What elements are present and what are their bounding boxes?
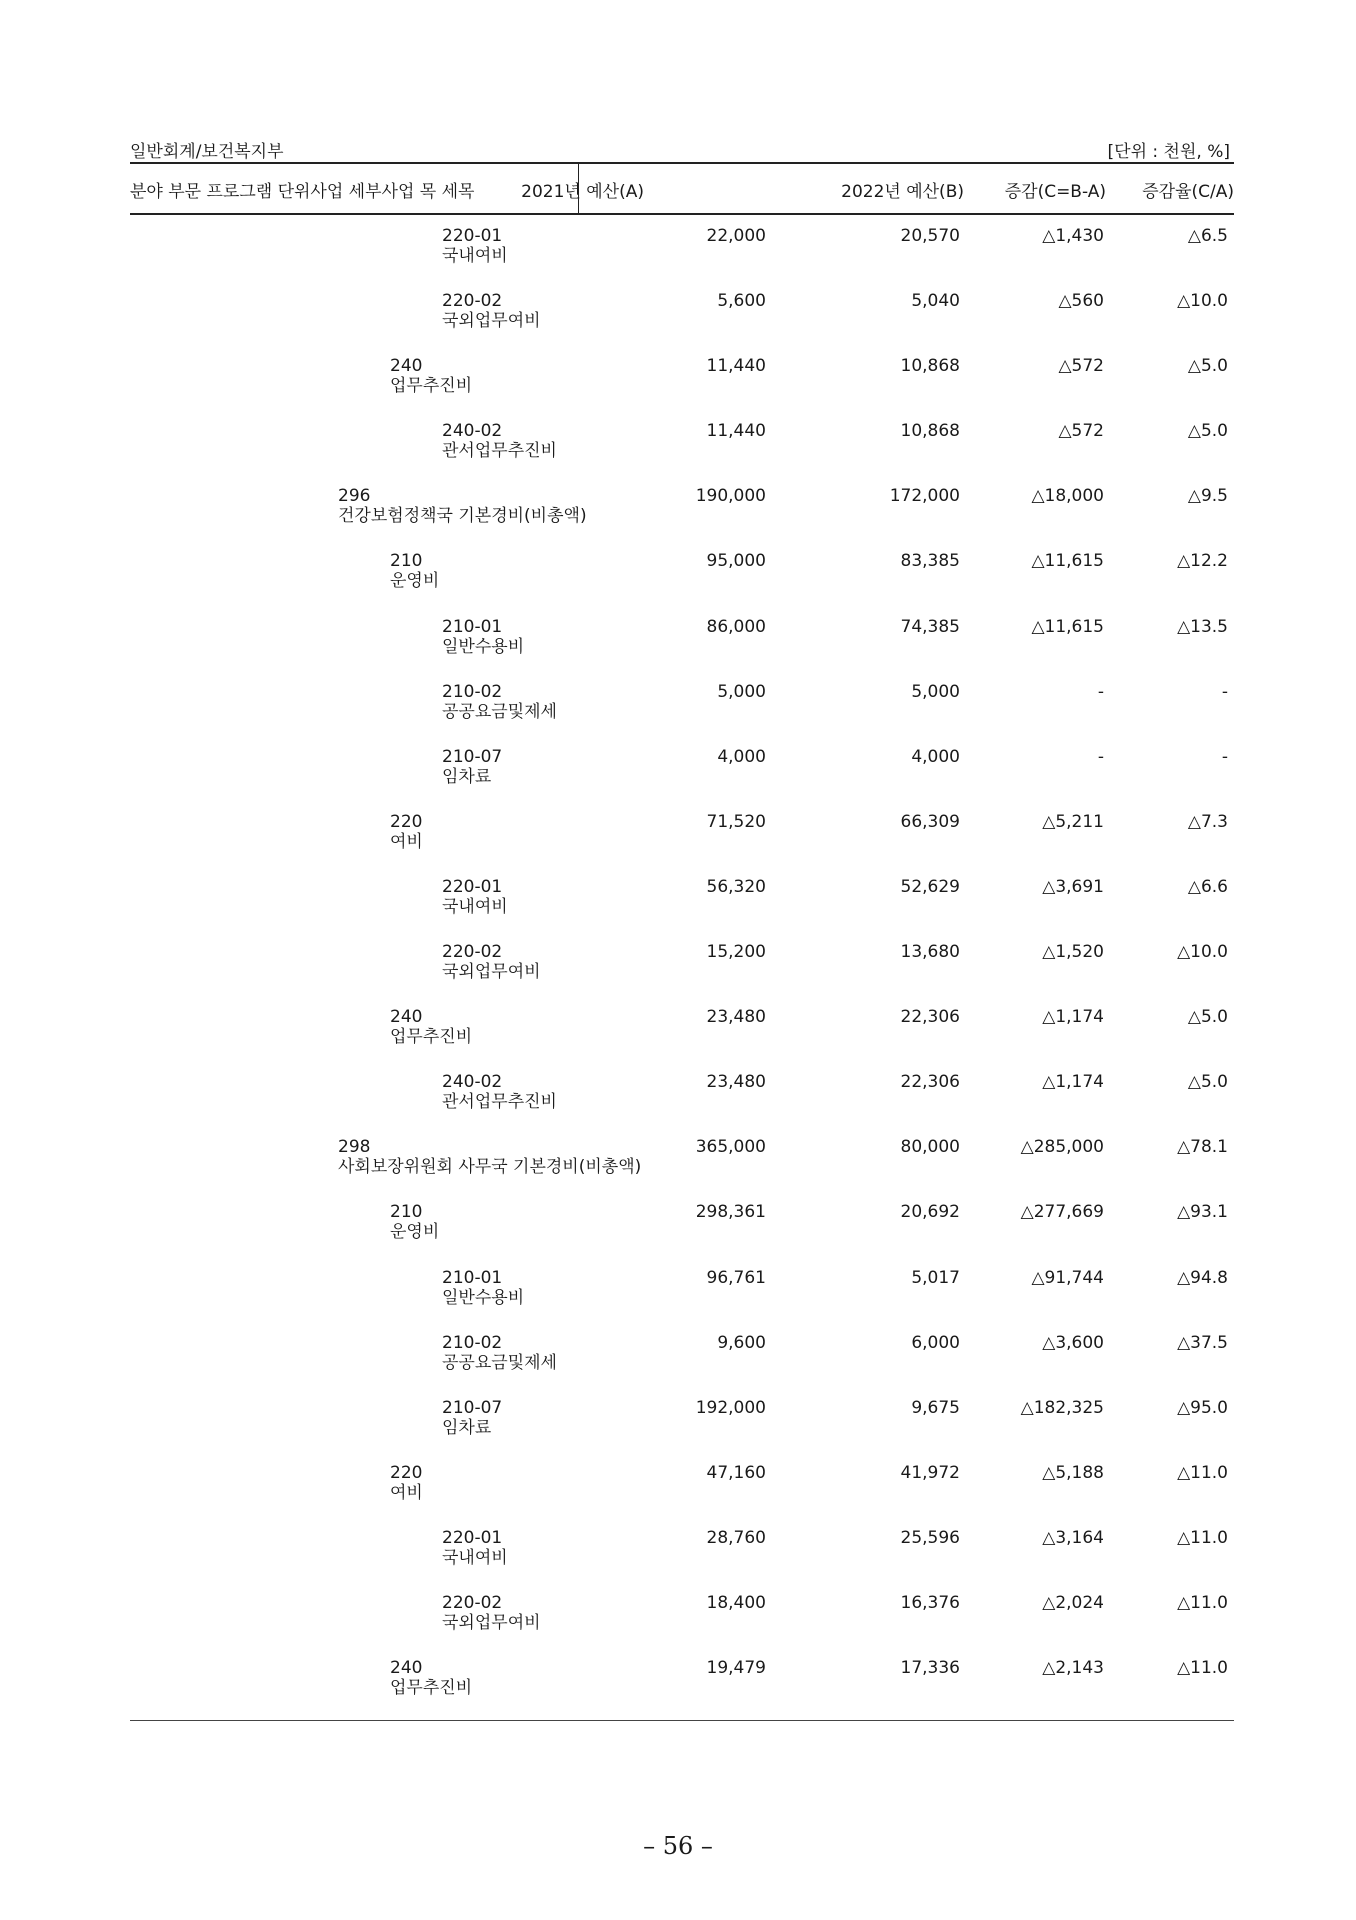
budget-2021-cell: 5,600: [717, 291, 766, 312]
row-code: 298: [338, 1137, 371, 1158]
row-code: 220-01: [442, 226, 503, 246]
budget-2021-cell: 4,000: [717, 746, 766, 767]
budget-2022-cell: 41,972: [900, 1462, 960, 1483]
row-name: 국외업무여비: [442, 1612, 541, 1633]
row-code: 240: [390, 356, 423, 377]
table-row: [0, 1654, 1356, 1719]
table-row: [0, 547, 1356, 612]
change-rate-cell: △5.0: [1187, 421, 1228, 442]
change-rate-cell: △13.5: [1177, 616, 1228, 637]
row-code: 220-01: [442, 876, 503, 897]
budget-2021-cell: 47,160: [706, 1462, 766, 1483]
row-name: 공공요금및제세: [442, 701, 557, 722]
table-row: [0, 352, 1356, 417]
row-name: 국내여비: [442, 246, 508, 266]
table-row: [0, 1198, 1356, 1263]
change-rate-cell: △12.2: [1177, 551, 1228, 572]
change-rate-cell: △11.0: [1177, 1462, 1228, 1483]
change-cell: △3,164: [1042, 1527, 1104, 1548]
table-caption: [130, 136, 1230, 162]
row-name: 임차료: [442, 766, 492, 787]
budget-2021-cell: 96,761: [706, 1267, 766, 1288]
row-code: 220-01: [442, 1527, 503, 1548]
change-rate-cell: △9.5: [1187, 486, 1228, 507]
change-cell: △11,615: [1031, 551, 1104, 572]
budget-2021-cell: 5,000: [717, 681, 766, 702]
table-row: [0, 1394, 1356, 1459]
row-name: 국내여비: [442, 1547, 508, 1568]
row-name: 임차료: [442, 1417, 492, 1438]
row-code: 240: [390, 1658, 423, 1679]
budget-2021-cell: 15,200: [706, 942, 766, 963]
budget-2021-cell: 19,479: [706, 1658, 766, 1679]
budget-2022-cell: 5,040: [911, 291, 960, 312]
row-name: 일반수용비: [442, 1287, 525, 1308]
change-cell: △277,669: [1020, 1202, 1104, 1223]
budget-2021-cell: 298,361: [695, 1202, 766, 1223]
budget-2021-cell: 192,000: [695, 1397, 766, 1418]
budget-2021-cell: 95,000: [706, 551, 766, 572]
row-code: 220: [390, 1462, 423, 1483]
change-cell: △18,000: [1031, 486, 1104, 507]
table-row: [0, 1133, 1356, 1198]
change-rate-cell: △6.5: [1187, 226, 1228, 246]
page-number: – 56 –: [643, 1832, 713, 1860]
table-row: [0, 1589, 1356, 1654]
table-row: [0, 482, 1356, 547]
change-cell: -: [1097, 746, 1104, 767]
budget-2021-cell: 23,480: [706, 1072, 766, 1093]
row-name: 관서업무추진비: [442, 441, 557, 462]
budget-2022-cell: 83,385: [900, 551, 960, 572]
row-code: 210-02: [442, 681, 503, 702]
change-cell: △1,174: [1042, 1007, 1104, 1028]
change-rate-cell: -: [1221, 681, 1228, 702]
budget-2021-cell: 11,440: [706, 356, 766, 377]
budget-2022-cell: 9,675: [911, 1397, 960, 1418]
row-name: 국내여비: [442, 896, 508, 917]
row-name: 공공요금및제세: [442, 1352, 557, 1373]
budget-2022-cell: 10,868: [900, 356, 960, 377]
table-row: [0, 1264, 1356, 1329]
table-row: [0, 938, 1356, 1003]
budget-2022-cell: 22,306: [900, 1072, 960, 1093]
unit-label: [단위 : 천원, %]: [1107, 142, 1230, 162]
row-name: 국외업무여비: [442, 962, 541, 983]
change-cell: △1,174: [1042, 1072, 1104, 1093]
table-row: [0, 1068, 1356, 1133]
budget-2022-cell: 4,000: [911, 746, 960, 767]
change-rate-cell: -: [1221, 746, 1228, 767]
column-change: 증감(C=B-A): [1004, 182, 1106, 202]
row-code: 240-02: [442, 1072, 503, 1093]
budget-2021-cell: 11,440: [706, 421, 766, 442]
budget-2022-cell: 52,629: [900, 876, 960, 897]
table-row: [0, 808, 1356, 873]
row-code: 296: [338, 486, 371, 507]
budget-2022-cell: 80,000: [900, 1137, 960, 1158]
budget-2022-cell: 20,692: [900, 1202, 960, 1223]
budget-2022-cell: 66,309: [900, 811, 960, 832]
change-rate-cell: △37.5: [1177, 1332, 1228, 1353]
table-row: [0, 222, 1356, 287]
row-code: 210-07: [442, 1397, 503, 1418]
row-name: 업무추진비: [390, 1678, 473, 1699]
row-name: 업무추진비: [390, 376, 473, 397]
column-hierarchy: 분야 부문 프로그램 단위사업 세부사업 목 세목: [130, 182, 475, 202]
row-code: 220-02: [442, 942, 503, 963]
column-change-rate: 증감율(C/A): [1142, 182, 1234, 202]
column-divider: [578, 163, 579, 213]
change-rate-cell: △5.0: [1187, 1072, 1228, 1093]
budget-2021-cell: 9,600: [717, 1332, 766, 1353]
change-cell: △2,024: [1042, 1592, 1104, 1613]
table-header-rule: [130, 213, 1234, 215]
change-rate-cell: △95.0: [1177, 1397, 1228, 1418]
change-rate-cell: △5.0: [1187, 1007, 1228, 1028]
change-cell: △5,188: [1042, 1462, 1104, 1483]
row-code: 220-02: [442, 1592, 503, 1613]
row-name: 여비: [390, 1482, 423, 1503]
budget-2022-cell: 20,570: [900, 226, 960, 246]
change-cell: △5,211: [1042, 811, 1104, 832]
column-budget-2022: 2022년 예산(B): [841, 182, 964, 202]
table-row: [0, 1003, 1356, 1068]
budget-2021-cell: 56,320: [706, 876, 766, 897]
budget-2021-cell: 365,000: [695, 1137, 766, 1158]
table-row: [0, 613, 1356, 678]
row-name: 건강보험정책국 기본경비(비총액): [338, 506, 587, 527]
change-cell: △3,600: [1042, 1332, 1104, 1353]
table-row: [0, 873, 1356, 938]
row-code: 240: [390, 1007, 423, 1028]
change-cell: △1,430: [1042, 226, 1104, 246]
row-name: 운영비: [390, 571, 440, 592]
change-cell: △182,325: [1020, 1397, 1104, 1418]
table-row: [0, 743, 1356, 808]
row-code: 240-02: [442, 421, 503, 442]
row-name: 일반수용비: [442, 636, 525, 657]
budget-2022-cell: 6,000: [911, 1332, 960, 1353]
budget-2021-cell: 28,760: [706, 1527, 766, 1548]
change-cell: △3,691: [1042, 876, 1104, 897]
change-rate-cell: △11.0: [1177, 1592, 1228, 1613]
change-rate-cell: △7.3: [1187, 811, 1228, 832]
change-rate-cell: △93.1: [1177, 1202, 1228, 1223]
change-rate-cell: △5.0: [1187, 356, 1228, 377]
row-name: 국외업무여비: [442, 311, 541, 332]
row-name: 여비: [390, 831, 423, 852]
change-rate-cell: △94.8: [1177, 1267, 1228, 1288]
budget-2022-cell: 5,017: [911, 1267, 960, 1288]
budget-2021-cell: 190,000: [695, 486, 766, 507]
table-bottom-rule: [130, 1720, 1234, 1721]
row-code: 210: [390, 1202, 423, 1223]
change-rate-cell: △78.1: [1177, 1137, 1228, 1158]
row-code: 210-01: [442, 1267, 503, 1288]
row-name: 업무추진비: [390, 1027, 473, 1048]
row-code: 210-02: [442, 1332, 503, 1353]
table-row: [0, 1329, 1356, 1394]
account-title: 일반회계/보건복지부: [130, 142, 284, 162]
change-cell: △560: [1058, 291, 1104, 312]
change-cell: △91,744: [1031, 1267, 1104, 1288]
change-cell: △572: [1058, 356, 1104, 377]
row-code: 210-07: [442, 746, 503, 767]
table-row: [0, 287, 1356, 352]
table-row: [0, 678, 1356, 743]
table-row: [0, 1459, 1356, 1524]
row-name: 관서업무추진비: [442, 1092, 557, 1113]
budget-2021-cell: 22,000: [706, 226, 766, 246]
budget-2021-cell: 86,000: [706, 616, 766, 637]
row-code: 210-01: [442, 616, 503, 637]
row-name: 사회보장위원회 사무국 기본경비(비총액): [338, 1157, 642, 1178]
budget-2022-cell: 17,336: [900, 1658, 960, 1679]
table-row: [0, 1524, 1356, 1589]
change-cell: △572: [1058, 421, 1104, 442]
budget-2022-cell: 172,000: [889, 486, 960, 507]
budget-2022-cell: 22,306: [900, 1007, 960, 1028]
budget-2022-cell: 25,596: [900, 1527, 960, 1548]
change-cell: △285,000: [1020, 1137, 1104, 1158]
change-rate-cell: △10.0: [1177, 942, 1228, 963]
change-cell: △1,520: [1042, 942, 1104, 963]
change-cell: △11,615: [1031, 616, 1104, 637]
budget-2022-cell: 5,000: [911, 681, 960, 702]
budget-2021-cell: 71,520: [706, 811, 766, 832]
budget-2022-cell: 74,385: [900, 616, 960, 637]
row-code: 220-02: [442, 291, 503, 312]
budget-2022-cell: 10,868: [900, 421, 960, 442]
table-header: [130, 163, 1234, 213]
change-rate-cell: △6.6: [1187, 876, 1228, 897]
budget-2022-cell: 16,376: [900, 1592, 960, 1613]
change-rate-cell: △11.0: [1177, 1527, 1228, 1548]
table-body: [0, 222, 1356, 1719]
table-row: [0, 417, 1356, 482]
row-code: 220: [390, 811, 423, 832]
row-code: 210: [390, 551, 423, 572]
column-budget-2021: 2021년 예산(A): [521, 182, 644, 202]
budget-2021-cell: 23,480: [706, 1007, 766, 1028]
budget-2022-cell: 13,680: [900, 942, 960, 963]
change-rate-cell: △11.0: [1177, 1658, 1228, 1679]
budget-2021-cell: 18,400: [706, 1592, 766, 1613]
change-rate-cell: △10.0: [1177, 291, 1228, 312]
row-name: 운영비: [390, 1222, 440, 1243]
change-cell: △2,143: [1042, 1658, 1104, 1679]
change-cell: -: [1097, 681, 1104, 702]
